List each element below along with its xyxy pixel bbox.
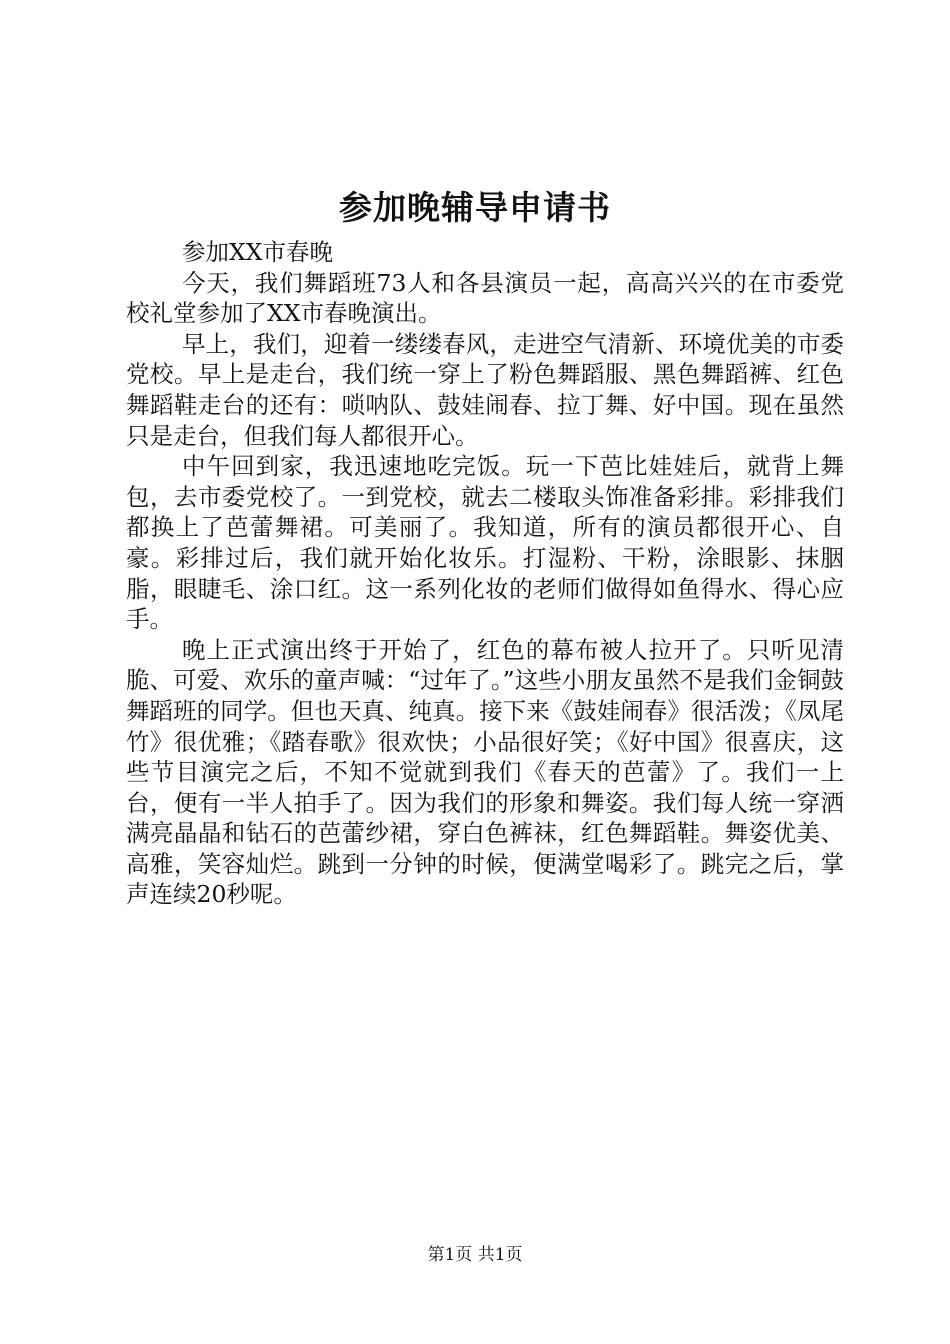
paragraph-2: 早上，我们，迎着一缕缕春风，走进空气清新、环境优美的市委党校。早上是走台，我们统一穿上了粉色舞蹈服、黑色舞蹈裤、红色舞蹈鞋走台的还有：唢呐队、鼓娃闹春、拉丁舞、好中国。现在虽然只是走台，但我们每人都很开心。 (126, 329, 844, 450)
document-body (126, 237, 844, 910)
paragraph-subtitle: 参加XX市春晚 (182, 238, 333, 266)
paragraph-3: 中午回到家，我迅速地吃完饭。玩一下芭比娃娃后，就背上舞包，去市委党校了。一到党校，就去二楼取头饰准备彩排。彩排我们都换上了芭蕾舞裙。可美丽了。我知道，所有的演员都很开心、自豪。彩排过后，我们就开始化妆乐。打湿粉、干粉，涂眼影、抹胭脂，眼睫毛、涂口红。这一系列化妆的老师们做得如鱼得水、得心应手。 (126, 452, 844, 634)
document-title: 参加晚辅导申请书 (339, 188, 611, 227)
paragraph-1: 今天，我们舞蹈班73人和各县演员一起，高高兴兴的在市委党校礼堂参加了XX市春晚演出。 (126, 268, 844, 328)
paragraph-4: 晚上正式演出终于开始了，红色的幕布被人拉开了。只听见清脆、可爱、欢乐的童声喊：“过年了。”这些小朋友虽然不是我们金铜鼓舞蹈班的同学。但也天真、纯真。接下来《鼓娃闹春》很活泼；《凤尾竹》很优雅；《踏春歌》很欢快；小品很好笑；《好中国》很喜庆，这些节目演完之后，不知不觉就到我们《春天的芭蕾》了。我们一上台，便有一半人拍手了。因为我们的形象和舞姿。我们每人统一穿洒满亮晶晶和钻石的芭蕾纱裙，穿白色裤袜，红色舞蹈鞋。舞姿优美、高雅，笑容灿烂。跳到一分钟的时候，便满堂喝彩了。跳完之后，掌声连续20秒呢。 (126, 635, 844, 909)
page-footer: 第1页 共1页 (427, 1245, 523, 1265)
